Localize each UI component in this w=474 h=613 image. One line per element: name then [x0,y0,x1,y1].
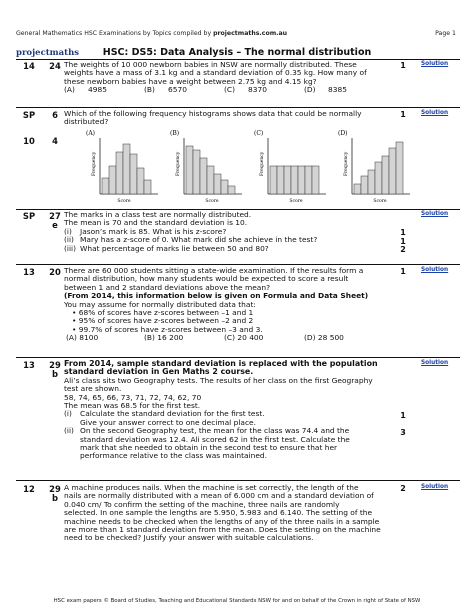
question-text [64,360,394,461]
question-text [64,211,394,253]
text-line: nails are normally distributed with a mean of 6.000 cm and a standard deviation of [64,491,374,501]
question-marks: 1 [400,267,406,276]
histogram-a [86,130,158,204]
question-row-5 [16,360,460,478]
question-number: 29 [49,360,61,370]
histogram-b [170,130,242,204]
text-line: The mean was 68.5 for the first test. [64,401,201,411]
option-value: 6570 [168,85,187,95]
option-value: 8370 [248,85,267,95]
question-marks: 1 [400,110,406,119]
question-number: 27 [49,211,61,221]
question-year-alt: 10 [23,136,35,146]
header-site: projectmaths.com.au [213,30,288,37]
part-text: What percentage of marks lie between 50 and 80? [80,243,269,253]
question-text [64,110,394,127]
header-text: General Mathematics HSC Examinations by Topics compiled by [16,30,214,37]
histogram-label: (A) [86,130,96,137]
question-row-2 [16,110,460,206]
part-marks: 2 [400,245,406,254]
question-number-part: b [52,493,58,503]
question-number: 6 [52,110,58,120]
text-line: You may assume for normally distributed data that: [64,299,256,309]
histogram-c [254,130,326,204]
question-number: 29 [49,484,61,494]
row-divider [16,357,460,358]
text-line: There are 60 000 students sitting a state-wide examination. If the results form a [64,266,364,275]
solution-link[interactable]: Solution [421,484,449,490]
option-label: (A) [64,85,75,95]
histogram-ylabel: Frequency [260,151,265,176]
histogram-d [338,130,410,204]
part-label: (ii) [64,235,74,245]
part-marks: 1 [400,411,406,420]
text-line: Which of the following frequency histograms shows data that could be normally [64,109,362,118]
histogram-xlabel: Score [373,199,387,204]
data-list: 58, 74, 65, 66, 73, 71, 72, 74, 62, 70 [64,392,202,402]
question-year: SP [22,211,36,221]
part-text: Jason’s mark is 85. What is his z-score? [80,226,227,236]
row-divider [16,107,460,108]
text-line: The mean is 70 and the standard deviation is 10. [64,218,248,228]
text-line: A machine produces nails. When the machine is set correctly, the length of the [64,483,359,492]
part-text: On the second Geography test, the mean for the class was 74.4 and the [80,426,350,436]
histogram-label: (C) [254,130,264,137]
text-line: Ali’s class sits two Geography tests. The results of her class on the first Geography [64,375,373,385]
text-line: test are shown. [64,384,122,394]
histogram-xlabel: Score [117,199,131,204]
formula-sheet-note: (From 2014, this information below is given on Formula and Data Sheet) [64,291,369,301]
bullet-item: • 95% of scores have z-scores between –2 and 2 [72,316,254,326]
part-label: (i) [64,226,72,236]
option-label: (B) [144,85,155,95]
part-label: (iii) [64,243,77,253]
syllabus-note: From 2014, sample standard deviation is replaced with the population [64,359,378,368]
bullet-item: • 68% of scores have z-scores between –1 and 1 [72,308,254,318]
histogram-ylabel: Frequency [176,151,181,176]
text-line: between 1 and 2 standard deviations above the mean? [64,282,271,292]
question-number: 24 [49,61,61,71]
question-row-4 [16,267,460,355]
part-marks: 3 [400,428,406,437]
page-header [16,30,287,37]
histogram-ylabel: Frequency [344,151,349,176]
part-marks: 1 [400,228,406,237]
solution-link[interactable]: Solution [421,267,449,273]
question-text [64,267,394,343]
solution-link[interactable]: Solution [421,61,449,67]
text-line: normal distribution, how many students would be expected to score a result [64,274,349,284]
option-value: 8385 [328,85,347,95]
syllabus-note: standard deviation in Gen Maths 2 course. [64,367,254,377]
part-label: (ii) [64,426,74,436]
option-label: (C) [224,85,235,95]
text-line: selected. In one sample the lengths are 5.950, 5.983 and 6.140. The setting of the [64,508,373,518]
histogram-label: (B) [170,130,180,137]
option-value: 4985 [88,85,107,95]
text-line: 0.040 cm/ To confirm the setting of the machine, three nails are randomly [64,499,340,509]
question-year: 13 [23,360,35,370]
question-year: 12 [23,484,35,494]
option-label: (D) [304,85,316,95]
option: (B) 16 200 [144,333,184,343]
option: (C) 20 400 [224,333,264,343]
text-line: are more than 1 standard deviation from the mean. Does the setting on the machine [64,525,381,535]
page-title: HSC: DS5: Data Analysis – The normal distribution [102,47,372,58]
part-text: standard deviation was 12.4. Ali scored 62 in the first test. Calculate the [80,434,350,444]
page-number: Page 1 [435,30,456,37]
text-line: The marks in a class test are normally distributed. [64,210,252,219]
question-number: 20 [49,267,61,277]
question-row-3 [16,211,460,261]
option: (A) 8100 [66,333,99,343]
part-text: Mary has a z-score of 0. What mark did she achieve in the test? [80,235,318,245]
part-text: Calculate the standard deviation for the first test. [80,409,265,419]
option: (D) 28 500 [304,333,344,343]
question-year: 13 [23,267,35,277]
question-marks: 2 [400,484,406,493]
solution-link[interactable]: Solution [421,211,449,217]
row-divider [16,480,460,481]
text-line: weights have a mass of 3.1 kg and a standard deviation of 0.35 kg. How many of [64,68,367,78]
text-line: The weights of 10 000 newborn babies in NSW are normally distributed. These [64,60,357,69]
part-text: performance relative to the class was maintained. [80,451,268,461]
bullet-item: • 99.7% of scores have z-scores between –3 and 3. [72,324,263,334]
solution-link[interactable]: Solution [421,110,449,116]
question-text [64,484,394,543]
solution-link[interactable]: Solution [421,360,449,366]
histogram-xlabel: Score [289,199,303,204]
histogram-label: (D) [338,130,348,137]
text-line: distributed? [64,117,109,127]
text-line: machine needs to be checked when the lengths of any of the three nails in a sample [64,516,380,526]
question-number-alt: 4 [52,136,58,146]
question-year: SP [22,110,36,120]
question-year: 14 [23,61,35,71]
question-marks: 1 [400,61,406,70]
part-marks: 1 [400,237,406,246]
part-text: Give your answer correct to one decimal place. [80,417,256,427]
part-text: mark that she needed to obtain in the second test to ensure that her [80,443,338,453]
histogram-ylabel: Frequency [92,151,97,176]
part-label: (i) [64,409,72,419]
question-row-1 [16,61,460,105]
histogram-xlabel: Score [205,199,219,204]
question-number-part: b [52,369,58,379]
question-text [64,61,394,95]
text-line: these newborn babies have a weight between 2.75 kg and 4.15 kg? [64,76,317,86]
histogram-options [86,128,416,208]
row-divider [16,264,460,265]
answer-options [64,334,394,342]
answer-options [64,86,394,94]
question-part [64,245,394,253]
brand-logo: projectmaths [16,48,80,58]
text-line: need to be checked? Justify your answer with suitable calculations. [64,533,314,543]
question-row-6 [16,484,460,552]
question-number-part: e [52,220,58,230]
page-footer: HSC exam papers © Board of Studies, Teaching and Educational Standards NSW for and on behalf of the Crown in right of State of NSW [53,598,421,604]
